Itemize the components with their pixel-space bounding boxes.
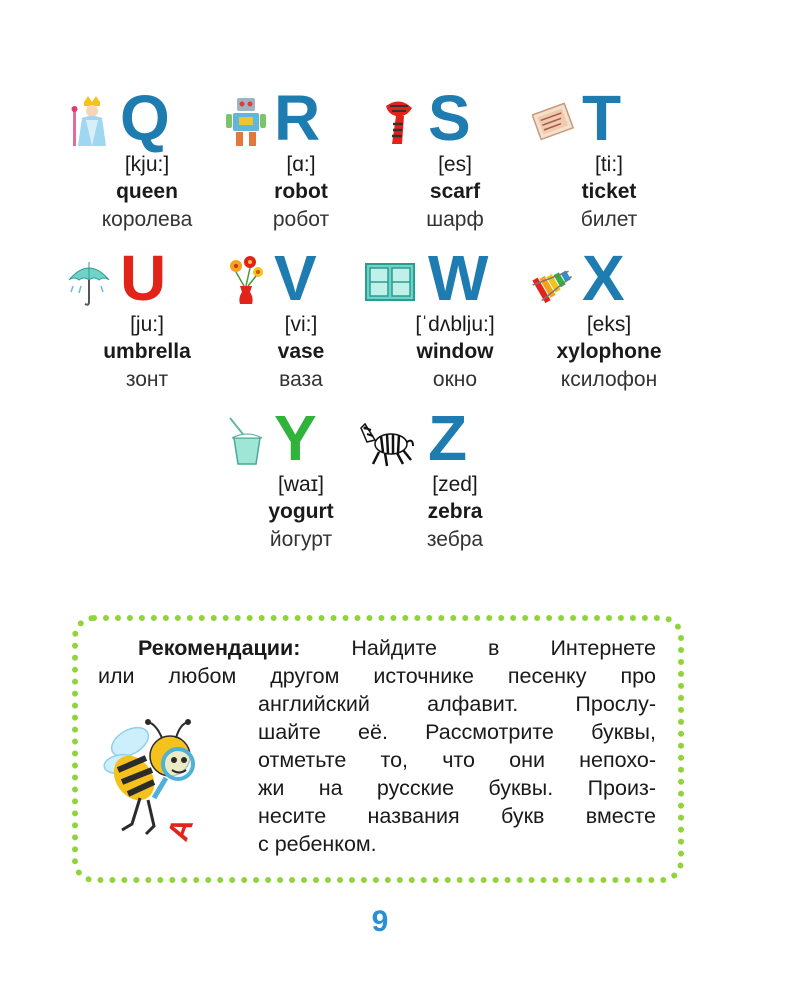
letter-glyph: U <box>120 242 166 314</box>
english-word: xylophone <box>556 340 662 363</box>
english-word: umbrella <box>103 340 191 363</box>
letter-glyph: T <box>582 82 621 154</box>
vase-icon <box>224 256 268 308</box>
russian-translation: ксилофон <box>560 368 658 391</box>
transcription: [ju:] <box>130 313 164 336</box>
english-word: yogurt <box>268 500 334 523</box>
recommendation-line-8: с ребенком. <box>258 832 377 856</box>
english-word: ticket <box>581 180 637 203</box>
letter-card-u <box>62 242 232 394</box>
window-icon <box>364 256 416 308</box>
xylophone-icon <box>532 256 576 308</box>
letter-card-q <box>62 82 232 234</box>
yogurt-icon <box>224 416 268 468</box>
recommendation-line-1-text: Найдите в Интернете <box>351 636 656 660</box>
transcription: [kju:] <box>124 153 170 176</box>
letter-glyph: Q <box>120 82 169 154</box>
letter-card-r <box>216 82 386 234</box>
zebra-icon <box>356 416 418 468</box>
recommendation-line-2: или любом другом источнике песенку про <box>98 664 656 688</box>
umbrella-icon <box>62 256 116 308</box>
page-number: 9 <box>371 905 389 938</box>
english-word: window <box>416 340 494 363</box>
transcription: [ˈdʌblju:] <box>415 313 495 336</box>
english-word: vase <box>277 340 325 363</box>
letter-glyph: W <box>428 242 488 314</box>
transcription: [vi:] <box>284 313 318 336</box>
recommendation-line-5: отметьте то, что они непохо- <box>258 748 656 772</box>
transcription: [waɪ] <box>278 473 324 496</box>
russian-translation: окно <box>432 368 478 391</box>
transcription: [eks] <box>586 313 632 336</box>
transcription: [es] <box>438 153 472 176</box>
recommendation-line-1 <box>138 634 656 662</box>
russian-translation: ваза <box>279 368 323 391</box>
scarf-icon <box>378 96 422 148</box>
letter-glyph: Y <box>274 402 316 474</box>
letter-card-v <box>216 242 386 394</box>
russian-translation: робот <box>272 208 330 231</box>
russian-translation: королева <box>101 208 193 231</box>
letter-card-w <box>370 242 540 394</box>
russian-translation: билет <box>580 208 638 231</box>
english-word: zebra <box>427 500 483 523</box>
english-word: scarf <box>429 180 481 203</box>
recommendation-title: Рекомендации: <box>138 636 301 660</box>
letter-card-z <box>370 402 540 554</box>
letter-card-x <box>524 242 694 394</box>
russian-translation: шарф <box>426 208 484 231</box>
english-word: robot <box>274 180 328 203</box>
bee-with-magnifier-icon <box>96 712 236 852</box>
english-word: queen <box>116 180 178 203</box>
letter-glyph: X <box>582 242 624 314</box>
queen-icon <box>70 96 114 148</box>
letter-glyph: V <box>274 242 316 314</box>
robot-icon <box>224 96 268 148</box>
transcription: [zed] <box>432 473 478 496</box>
russian-translation: йогурт <box>269 528 333 551</box>
bee-letter-a: А <box>161 813 200 846</box>
transcription: [ti:] <box>594 153 623 176</box>
letter-glyph: R <box>274 82 320 154</box>
ticket-icon <box>532 96 576 148</box>
recommendation-line-4: шайте её. Рассмотрите буквы, <box>258 720 656 744</box>
letter-glyph: S <box>428 82 470 154</box>
recommendation-line-7: несите названия букв вместе <box>258 804 656 828</box>
russian-translation: зонт <box>125 368 169 391</box>
letter-glyph: Z <box>428 402 467 474</box>
recommendation-line-3: английский алфавит. Прослу- <box>258 692 656 716</box>
letter-card-s <box>370 82 540 234</box>
recommendation-line-6: жи на русские буквы. Произ- <box>258 776 656 800</box>
letter-card-t <box>524 82 694 234</box>
russian-translation: зебра <box>426 528 484 551</box>
transcription: [ɑ:] <box>286 153 316 176</box>
